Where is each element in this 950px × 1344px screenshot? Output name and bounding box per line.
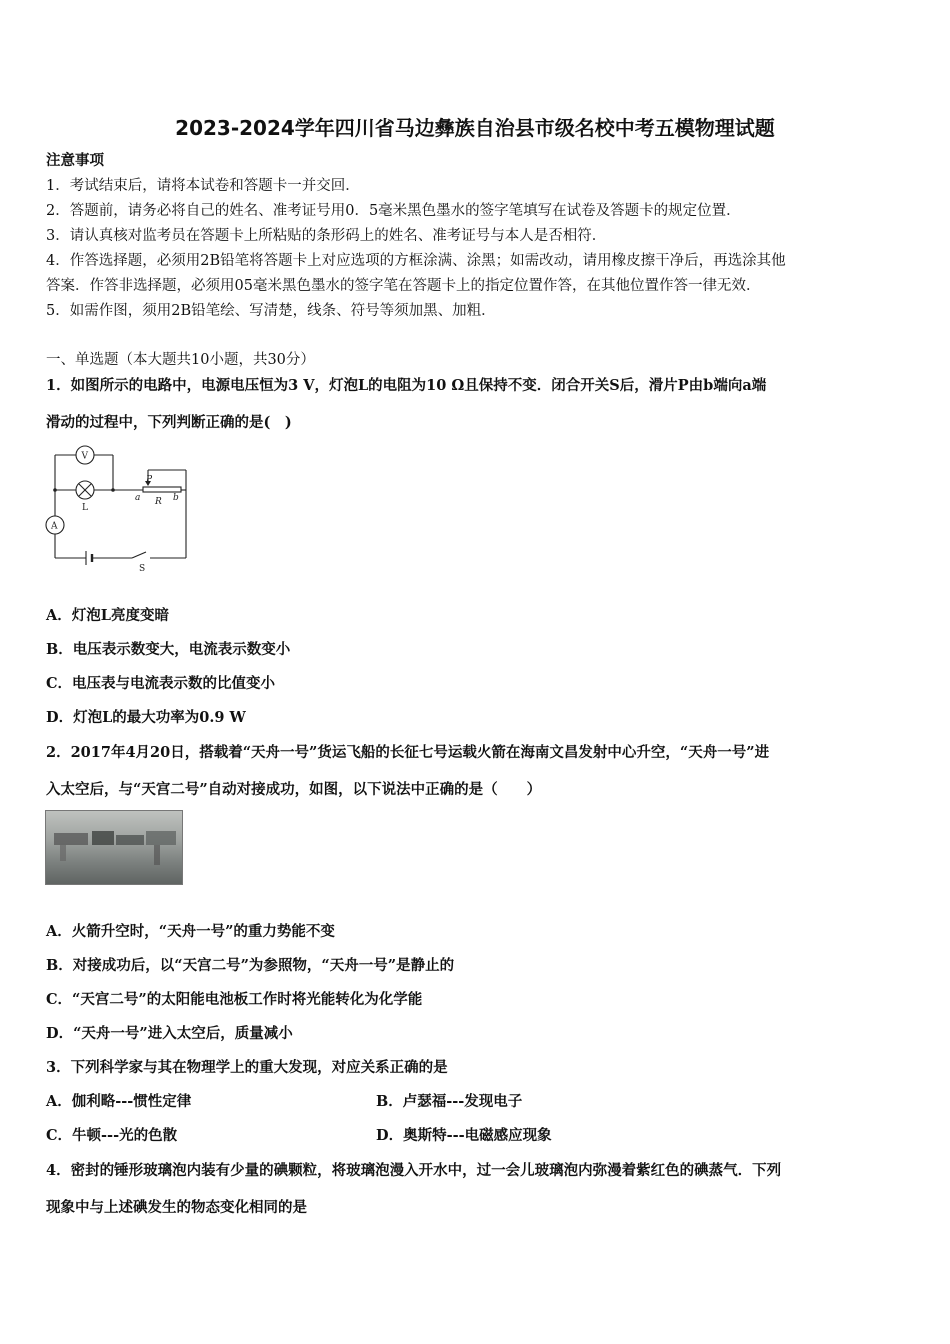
- question-3-stem: 3．下列科学家与其在物理学上的重大发现，对应关系正确的是: [46, 1059, 448, 1076]
- label-a-end: a: [135, 493, 141, 503]
- question-1-option-c: C．电压表与电流表示数的比值变小: [46, 675, 276, 692]
- question-1-stem-cont: 滑动的过程中，下列判断正确的是( ): [46, 414, 292, 431]
- question-3-option-d: D．奥斯特---电磁感应现象: [376, 1127, 552, 1144]
- question-4-stem-cont: 现象中与上述碘发生的物态变化相同的是: [46, 1199, 307, 1216]
- label-p: P: [146, 475, 153, 485]
- question-3-option-c: C．牛顿---光的色散: [46, 1127, 178, 1144]
- battery-symbol: [86, 551, 92, 565]
- question-1-option-a: A．灯泡L亮度变暗: [46, 607, 169, 624]
- question-2-option-a: A．火箭升空时，“天舟一号”的重力势能不变: [46, 923, 335, 940]
- notice-item: 2．答题前，请务必将自己的姓名、准考证号用0．5毫米黑色墨水的签字笔填写在试卷及答题卡的规定位置．: [46, 203, 741, 219]
- label-a: A: [51, 521, 58, 532]
- question-1-stem: 1．如图所示的电路中，电源电压恒为3 V，灯泡L的电阻为10 Ω且保持不变．闭合开关S后，滑片P由b端向a端: [46, 377, 767, 394]
- circuit-diagram: [40, 440, 200, 575]
- question-2-option-b: B．对接成功后，以“天宫二号”为参照物，“天舟一号”是静止的: [46, 957, 455, 974]
- notice-item: 3．请认真核对监考员在答题卡上所粘贴的条形码上的姓名、准考证号与本人是否相符．: [46, 228, 607, 244]
- question-2-option-d: D．“天舟一号”进入太空后，质量减小: [46, 1025, 293, 1042]
- question-2-option-c: C．“天宫二号”的太阳能电池板工作时将光能转化为化学能: [46, 991, 423, 1008]
- question-1-option-b: B．电压表示数变大，电流表示数变小: [46, 641, 291, 658]
- question-2-stem: 2．2017年4月20日，搭载着“天舟一号”货运飞船的长征七号运载火箭在海南文昌发射中心升空，“天舟一号”进: [46, 744, 770, 761]
- spacecraft-docking-photo: [45, 810, 183, 885]
- notice-item: 5．如需作图，须用2B铅笔绘、写清楚，线条、符号等须加黑、加粗．: [46, 303, 496, 319]
- page-title: 2023-2024学年四川省马边彝族自治县市级名校中考五模物理试题: [175, 116, 775, 140]
- notice-item: 答案．作答非选择题，必须用05毫米黑色墨水的签字笔在答题卡上的指定位置作答，在其他位置作答一律无效．: [46, 278, 761, 294]
- question-3-option-b: B．卢瑟福---发现电子: [376, 1093, 523, 1110]
- label-s: S: [139, 564, 146, 574]
- section-heading: 一、单选题（本大题共10小题，共30分）: [46, 352, 315, 368]
- notice-heading: 注意事项: [46, 152, 104, 169]
- question-4-stem: 4．密封的锤形玻璃泡内装有少量的碘颗粒，将玻璃泡漫入开水中，过一会儿玻璃泡内弥漫着紫红色的碘蒸气．下列: [46, 1162, 782, 1179]
- label-r: R: [155, 497, 162, 507]
- question-3-option-a: A．伽利略---惯性定律: [46, 1093, 192, 1110]
- label-v: V: [81, 451, 88, 462]
- notice-item: 4．作答选择题，必须用2B铅笔将答题卡上对应选项的方框涂满、涂黑；如需改动，请用橡皮擦干净后，再选涂其他: [46, 253, 786, 269]
- label-b-end: b: [173, 493, 179, 503]
- notice-item: 1．考试结束后，请将本试卷和答题卡一并交回．: [46, 178, 360, 194]
- label-l: L: [82, 503, 88, 513]
- question-2-stem-cont: 入太空后，与“天宫二号”自动对接成功，如图，以下说法中正确的是（ ）: [46, 781, 542, 798]
- question-1-option-d: D．灯泡L的最大功率为0.9 W: [46, 709, 246, 726]
